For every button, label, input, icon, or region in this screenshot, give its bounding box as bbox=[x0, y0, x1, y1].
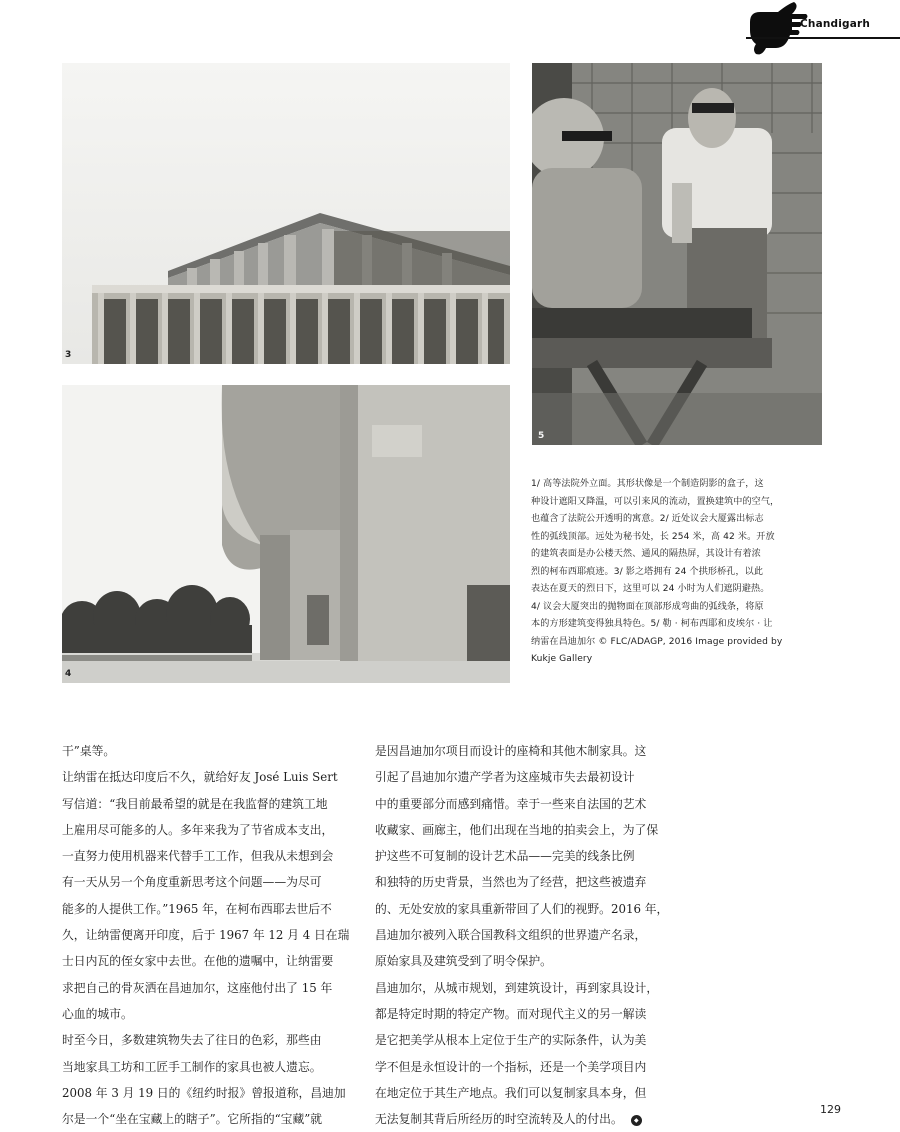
body-line: 当地家具工坊和工匠手工制作的家具也被人遗忘。 bbox=[62, 1059, 322, 1074]
photo-number: 4 bbox=[65, 669, 72, 679]
photo-number: 3 bbox=[65, 350, 72, 360]
body-line: 学不但是永恒设计的一个指标，还是一个美学项目内 bbox=[375, 1059, 647, 1074]
caption-line: 1/ 高等法院外立面。其形状像是一个制造阴影的盒子，这 bbox=[531, 479, 764, 489]
body-line: 心血的城市。 bbox=[62, 1006, 133, 1021]
caption-line: 种设计遮阳又降温，可以引来风的流动，置换建筑中的空气， bbox=[531, 496, 780, 507]
body-line-text: 无法复制其背后所经历的时空流转及人的付出。 bbox=[375, 1112, 623, 1127]
section-label: Chandigarh bbox=[800, 18, 871, 30]
body-line: 一直努力使用机器来代替手工工作，但我从未想到会 bbox=[62, 849, 334, 864]
caption-line: 4/ 议会大厦突出的抛物面在顶部形成弯曲的弧线条，将原 bbox=[531, 601, 764, 612]
photo-high-court bbox=[62, 63, 510, 364]
body-line: 士日内瓦的侄女家中去世。在他的遗嘱中，让纳雷要 bbox=[62, 954, 334, 969]
body-line: 在地定位于其生产地点。我们可以复制家具本身，但 bbox=[375, 1085, 647, 1100]
header-rule bbox=[746, 37, 900, 39]
caption-line: Kukje Gallery bbox=[531, 654, 593, 664]
body-line: 有一天从另一个角度重新思考这个问题——为尽可 bbox=[62, 875, 322, 890]
body-line: 护这些不可复制的设计艺术品——完美的线条比例 bbox=[375, 849, 635, 864]
body-line: 干”桌等。 bbox=[62, 744, 116, 758]
caption-line: 性的弧线顶部。远处为秘书处，长 254 米，高 42 米。开放 bbox=[531, 531, 775, 542]
body-line: 原始家具及建筑受到了明令保护。 bbox=[375, 954, 552, 969]
body-line: 尔是一个“坐在宝藏上的瞎子”。它所指的“宝藏”就 bbox=[62, 1112, 323, 1127]
photo-portrait bbox=[532, 63, 822, 445]
body-line: 能多的人提供工作。”1965 年，在柯布西耶去世后不 bbox=[62, 901, 332, 916]
caption-line: 烈的柯布西耶痕迹。3/ 影之塔拥有 24 个拱形桥孔，以此 bbox=[531, 566, 764, 577]
body-line: 都是特定时期的特定产物。而对现代主义的另一解读 bbox=[375, 1006, 647, 1021]
body-line: 和独特的历史背景，当然也为了经营，把这些被遗弃 bbox=[375, 875, 647, 890]
body-line-last bbox=[375, 1106, 669, 1132]
body-line: 让纳雷在抵达印度后不久，就给好友 José Luis Sert bbox=[62, 770, 338, 785]
photo-number: 5 bbox=[538, 431, 545, 441]
body-line: 引起了昌迪加尔遗产学者为这座城市失去最初设计 bbox=[375, 770, 635, 785]
page-number: 129 bbox=[820, 1103, 841, 1116]
body-line: 收藏家、画廊主，他们出现在当地的拍卖会上，为了保 bbox=[375, 822, 659, 837]
caption-line: 的建筑表面是办公楼天然、通风的隔热屏，其设计有着浓 bbox=[531, 549, 761, 559]
end-mark-icon: ◆ bbox=[631, 1115, 642, 1126]
body-line: 是它把美学从根本上定位于生产的实际条件，认为美 bbox=[375, 1033, 647, 1048]
caption-line: 本的方形建筑变得独具特色。5/ 勒 · 柯布西耶和皮埃尔 · 让 bbox=[531, 619, 773, 629]
body-line: 是因昌迪加尔项目而设计的座椅和其他木制家具。这 bbox=[375, 744, 647, 758]
body-line: 中的重要部分而感到痛惜。幸于一些来自法国的艺术 bbox=[375, 796, 647, 811]
caption-line: 表达在夏天的烈日下，这里可以 24 小时为人们遮阴避热。 bbox=[531, 584, 770, 594]
caption-line: 也蕴含了法院公开透明的寓意。2/ 近处议会大厦露出标志 bbox=[531, 514, 764, 524]
body-column-left bbox=[62, 738, 358, 1132]
body-line: 上雇用尽可能多的人。多年来我为了节省成本支出， bbox=[62, 822, 334, 837]
body-line: 久，让纳雷便离开印度，后于 1967 年 12 月 4 日在瑞 bbox=[62, 928, 350, 943]
body-line: 2008 年 3 月 19 日的《纽约时报》曾报道称，昌迪加 bbox=[62, 1085, 346, 1100]
body-line: 时至今日，多数建筑物失去了往日的色彩，那些由 bbox=[62, 1033, 322, 1048]
photo-assembly bbox=[62, 385, 510, 683]
body-line: 昌迪加尔被列入联合国教科文组织的世界遗产名录， bbox=[375, 928, 647, 943]
photo-caption bbox=[531, 476, 831, 669]
body-line: 昌迪加尔，从城市规划，到建筑设计，再到家具设计， bbox=[375, 980, 659, 995]
body-line: 写信道：“我目前最希望的就是在我监督的建筑工地 bbox=[62, 796, 328, 811]
caption-line: 纳雷在昌迪加尔 © FLC/ADAGP, 2016 Image provided by bbox=[531, 636, 783, 647]
body-column-right bbox=[375, 738, 669, 1132]
body-line: 求把自己的骨灰洒在昌迪加尔，这座他付出了 15 年 bbox=[62, 980, 333, 995]
body-line: 的、无处安放的家具重新带回了人们的视野。2016 年， bbox=[375, 901, 669, 916]
